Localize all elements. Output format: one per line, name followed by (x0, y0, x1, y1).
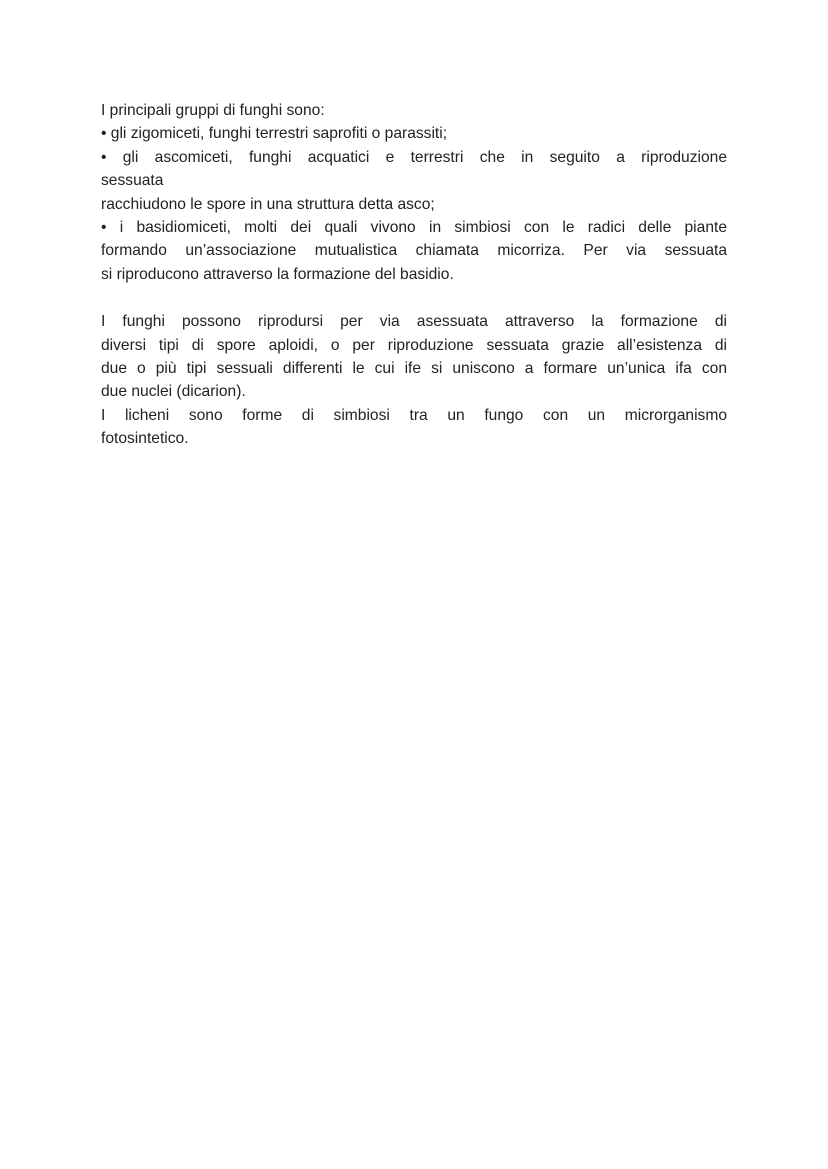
lichens-paragraph-line1: I licheni sono forme di simbiosi tra un fungo con un microrganismo (101, 406, 727, 424)
reproduction-paragraph-line4: due nuclei (dicarion). (101, 383, 246, 401)
list-item-basidiomycetes-line2: formando un’associazione mutualistica chiamata micorriza. Per via sessuata (101, 242, 727, 260)
groups-intro: I principali gruppi di funghi sono: (101, 102, 325, 119)
list-item-zygomycetes: • gli zigomiceti, funghi terrestri saprofiti o parassiti; (101, 125, 448, 143)
list-item-basidiomycetes-line1: • i basidiomiceti, molti dei quali vivono in simbiosi con le radici delle piante (101, 218, 727, 236)
list-item-ascomycetes-line2: sessuata (101, 172, 164, 190)
reproduction-paragraph-line3: due o più tipi sessuali differenti le cui ife si uniscono a formare un’unica ifa con (101, 359, 727, 377)
paragraph-gap (101, 286, 727, 310)
list-item-ascomycetes-line3: racchiudono le spore in una struttura detta asco; (101, 195, 435, 213)
reproduction-paragraph-line1: I funghi possono riprodursi per via asessuata attraverso la formazione di (101, 313, 727, 331)
document-body (101, 99, 727, 450)
reproduction-section (101, 310, 727, 450)
list-item-ascomycetes-line1: • gli ascomiceti, funghi acquatici e terrestri che in seguito a riproduzione (101, 148, 727, 166)
reproduction-paragraph-line2: diversi tipi di spore aploidi, o per riproduzione sessuata grazie all’esistenza di (101, 336, 727, 354)
lichens-paragraph-line2: fotosintetico. (101, 430, 189, 448)
fungi-groups-section (101, 99, 727, 286)
list-item-basidiomycetes-line3: si riproducono attraverso la formazione del basidio. (101, 265, 454, 283)
